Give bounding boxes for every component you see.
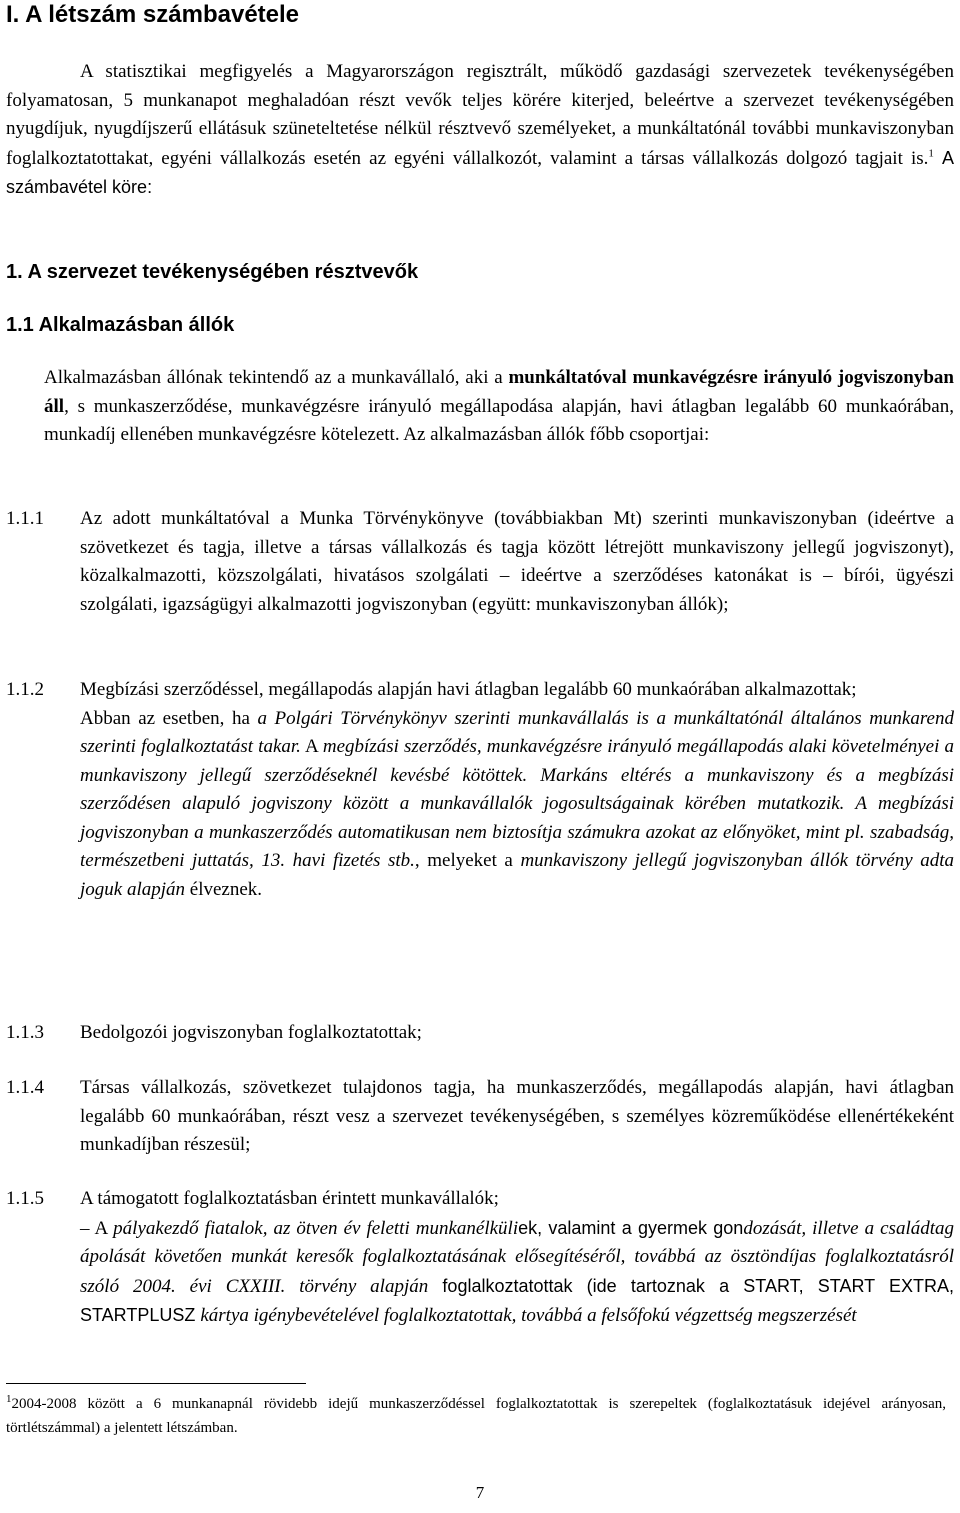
- dash-prefix: – A: [80, 1217, 114, 1239]
- page-number: 7: [475, 1483, 485, 1502]
- footnote-text: 2004-2008 között a 6 munkanapnál rövidebb idejű munkaszerződéssel foglalkoztatottak is szerepeltek (foglalkoztatásuk idejével arányosan, törtlétszámmal) a jelentett létszámban.: [6, 1396, 946, 1436]
- footnote-mark: 1: [6, 1393, 12, 1405]
- item-text: Bedolgozói jogviszonyban foglalkoztatottak;: [80, 1022, 422, 1043]
- intro-text: A statisztikai megfigyelés a Magyarországon regisztrált, működő gazdasági szervezetek tevékenységében folyamatosan, 5 munkanapot meghaladóan részt vevők teljes körére kiterjed, beleértve a szervezet tevékenységében nyugdíjuk, nyugdíjszerű ellátásuk szüneteltetése nélkül résztvevő személyeket, a munkáltatónál további munkaviszonyban foglalkoztatottakat, egyéni vállalkozás esetén az egyéni vállalkozót, valamint a társas vállalkozás dolgozó tagjait is.: [6, 61, 954, 169]
- definition-text-end: , s munkaszerződése, munkavégzésre irányuló megállapodása alapján, havi átlagban legalább 60 munkaórában, munkadíj ellenében munkavégzésre kötelezett. Az alkalmazásban állók főbb csoportjai:: [44, 395, 954, 445]
- list-item-1-1-2: [6, 676, 954, 904]
- intro-tail: A számbavétel köre:: [6, 147, 954, 197]
- item-number: 1.1.4: [6, 1077, 44, 1098]
- list-item-1-1-1: [6, 505, 954, 619]
- item-number: 1.1.1: [6, 508, 44, 529]
- explanation-end: élveznek.: [185, 878, 263, 900]
- dash-italic-2: dozását, illetve a családtag ápolását követően munkát keresők foglalkoztatásának elősegítéséről, továbbá az ösztöndíjas foglalkoztatásról szóló 2004. évi CXXIII. törvény alapján: [80, 1217, 954, 1297]
- section-1-1-title: 1.1 Alkalmazásban állók: [6, 314, 235, 336]
- list-item-1-1-3: [6, 1019, 954, 1048]
- explanation-italic-1: a Polgári Törvénykönyv szerinti munkavállalás is a munkáltatónál általános munkarend szerinti foglalkoztatást takar.: [80, 707, 954, 757]
- dash-plain: foglalkoztatottak (ide tartoznak a START, START EXTRA, STARTPLUSZ: [80, 1275, 955, 1325]
- dash-italic-1: pályakezdő fiatalok, az ötven év feletti munkanélküli: [113, 1217, 519, 1239]
- explanation-comma: , melyeket a: [414, 850, 521, 871]
- item-first-line: Megbízási szerződéssel, megállapodás alapján havi átlagban legalább 60 munkaórában alkalmazottak;: [80, 679, 857, 700]
- section-1-title: 1. A szervezet tevékenységében résztvevők: [6, 261, 419, 283]
- definition-text-start: Alkalmazásban állónak tekintendő az a munkavállaló, aki a: [44, 367, 509, 388]
- item-text: [80, 676, 954, 904]
- page-heading: I. A létszám számbavétele: [6, 1, 300, 28]
- intro-paragraph: [6, 58, 954, 203]
- explanation-italic-2: megbízási szerződés, munkavégzésre irányuló megállapodás alaki követelményei a munkaviszony jellegű szerződéseknél kevésbé kötöttek. Markáns eltérés a munkaviszony és a megbízási szerződésen alapuló jogviszony között a munkavállalók jogosultságainak körében mutatkozik. A megbízási jogviszonyban a munkaszerződés automatikusan nem biztosítja számukra azokat az előnyöket, mint pl. szabadság, természetbeni juttatás, 13. havi fizetés stb.: [80, 736, 954, 871]
- list-item-1-1-5: [6, 1185, 954, 1331]
- item-number: 1.1.2: [6, 679, 44, 700]
- list-item-1-1-4: [6, 1074, 954, 1160]
- employed-definition-paragraph: [44, 364, 954, 450]
- item-dash-paragraph: [80, 1214, 954, 1331]
- item-first-line: A támogatott foglalkoztatásban érintett munkavállalók;: [80, 1188, 499, 1209]
- footnote-separator: [6, 1383, 306, 1384]
- explanation-italic-3: munkaviszony jellegű jogviszonyban állók törvény adta joguk alapján: [80, 850, 954, 900]
- item-text: Az adott munkáltatóval a Munka Törvénykönyve (továbbiakban Mt) szerinti munkaviszonyban (ideértve a szövetkezet és tagja, illetve a társas vállalkozás és tagja között létrejött munkaviszony jellegű jogviszonyt), közalkalmazotti, közszolgálati, hivatásos szolgálati – ideértve a szerződéses katonákat is – bírói, ügyészi szolgálati, igazságügyi alkalmazotti jogviszonyban (együtt: munkaviszonyban állók);: [80, 508, 954, 615]
- footnote-reference[interactable]: 1: [928, 147, 934, 160]
- definition-text-bold: munkáltatóval munkavégzésre irányuló jogviszonyban áll: [44, 367, 954, 417]
- footnote: [6, 1392, 946, 1440]
- explanation-mid: A: [300, 736, 323, 757]
- explanation-start: Abban az esetben, ha: [80, 707, 258, 729]
- item-number: 1.1.3: [6, 1022, 44, 1043]
- item-text: Társas vállalkozás, szövetkezet tulajdonos tagja, ha munkaszerződés, megállapodás alapján, havi átlagban legalább 60 munkaórában, részt vesz a szervezet tevékenységében, s személyes közreműködése ellenértékeként munkadíjban részesül;: [80, 1077, 954, 1155]
- item-text: [80, 1185, 954, 1331]
- dash-italic-3: kártya igénybevételével foglalkoztatottak, továbbá a felsőfokú végzettség megszerzését: [200, 1305, 857, 1326]
- item-explanation: [80, 705, 954, 905]
- dash-sans: ek, valamint a gyermek gon: [518, 1217, 744, 1238]
- item-number: 1.1.5: [6, 1188, 44, 1209]
